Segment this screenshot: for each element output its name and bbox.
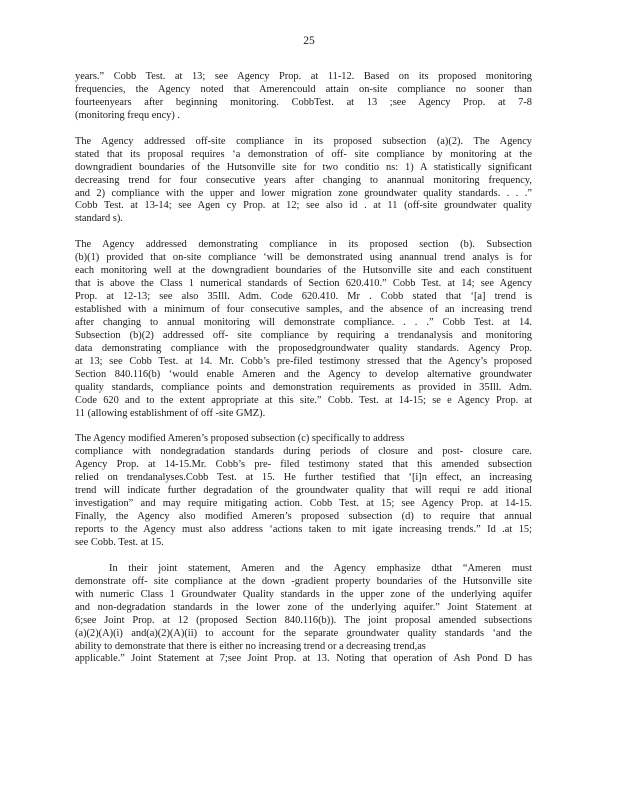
text-line: The Agency addressed demonstrating compliance in its proposed section (b). Subsection (75, 239, 532, 251)
text-line: standard s). (75, 213, 123, 225)
text-line: Section 840.116(b) ‘would enable Ameren and the Agency to develop alternative groundwater (75, 368, 532, 380)
paragraph-5 (75, 563, 532, 667)
document-body (75, 71, 532, 679)
text-line: and non-degradation standards in the lower zone of the underlying aquifer.” Joint Statement at (75, 601, 532, 613)
text-line: years.” Cobb Test. at 13; see Agency Prop. at 11-12. Based on its proposed monitoring (75, 71, 532, 82)
text-line: In their joint statement, Ameren and the Agency emphasize dthat “Ameren must (109, 562, 532, 574)
text-line: and 2) compliance with the upper and lower migration zone groundwater quality standards. . . .” (75, 187, 532, 199)
text-line: The Agency modified Ameren’s proposed subsection (c) specifically to address (75, 433, 405, 445)
paragraph-2 (75, 136, 532, 227)
text-line: with numeric Class 1 Groundwater Quality standards in the upper zone of the underlying aquifer (75, 588, 532, 600)
text-line: Agency Prop. at 14-15.Mr. Cobb’s pre- filed testimony stated that this amended subsection (75, 459, 532, 471)
paragraph-4 (75, 433, 532, 549)
text-line: The Agency addressed off-site compliance in its proposed subsection (a)(2). The Agency (75, 135, 532, 147)
text-line: stated that its proposal requires ‘a demonstration of off- site compliance by monitoring at the (75, 148, 532, 160)
text-line: reports to the Agency must also address ‘actions taken to mit igate increasing trends.” Id .at 15; (75, 524, 532, 535)
text-line: Finally, the Agency also modified Ameren’s proposed subsection (d) to require that annual (75, 511, 532, 523)
text-line: (monitoring frequ ency) . (75, 109, 181, 121)
text-line: compliance with nondegradation standards during periods of closure and post- closure care. (75, 446, 532, 458)
text-line: downgradient boundaries of the Hutsonville site for two conditio ns: 1) A statistically significant (75, 161, 532, 173)
text-line: Prop. at 12-13; see also 35Ill. Adm. Code 620.410. Mr . Cobb stated that ‘[a] trend is (75, 291, 532, 303)
text-line: each monitoring well at the downgradient boundaries of the Hutsonville site and each constituent (75, 265, 532, 277)
text-line: data demonstrating compliance with the proposedgroundwater quality standards. Agency Prop. (75, 342, 532, 354)
text-line: see Cobb. Test. at 15. (75, 536, 164, 548)
text-line: fourteenyears after beginning monitoring. CobbTest. at 13 ;see Agency Prop. at 7-8 (75, 96, 532, 108)
paragraph-3 (75, 239, 532, 420)
text-line: that is above the Class 1 numerical standards of Section 620.410.” Cobb Test. at 14; see Agency (75, 278, 532, 290)
text-line: Code 620 and to the extent appropriate at this site.” Cobb. Test. at 14-15; se e Agency Prop. at (75, 394, 532, 406)
text-line: trend will indicate further degradation of the groundwater quality that will requi re add itional (75, 485, 532, 497)
text-line: (a)(2)(A)(i) and(a)(2)(A)(ii) to account for the separate groundwater quality standards ‘and the (75, 627, 532, 639)
page-number: 25 (303, 35, 315, 47)
text-line: Subsection (b)(2) addressed off- site compliance by requiring a trendanalysis and monitoring (75, 329, 532, 341)
text-line: (b)(1) provided that on-site compliance ‘will be demonstrated using anannual trend analys is for (75, 252, 532, 264)
text-line: Cobb Test. at 13-14; see Agen cy Prop. at 12; see also id . at 11 (off-site groundwater quality (75, 200, 532, 212)
text-line: frequencies, the Agency noted that Amerencould attain on-site compliance no sooner than (75, 83, 532, 95)
paragraph-1 (75, 71, 532, 123)
text-line: applicable.” Joint Statement at 7;see Joint Prop. at 13. Noting that operation of Ash Pond D has (75, 653, 532, 665)
text-line: established with a minimum of four consecutive samples, and the absence of an increasing trend (75, 304, 532, 315)
text-line: investigation” and may require mitigating action. Cobb Test. at 15; see Agency Prop. at 14-15. (75, 498, 532, 510)
text-line: relied on trendanalyses.Cobb Test. at 15. He further testified that ‘[i]n effect, an increasing (75, 472, 532, 484)
text-line: at 13; see Cobb Test. at 14. Mr. Cobb’s pre-filed testimony stressed that the Agency’s proposed (75, 355, 532, 367)
text-line: 11 (allowing establishment of off -site GMZ). (75, 407, 266, 419)
text-line: after changing to annual monitoring will demonstrate compliance. . . .” Cobb Test. at 14. (75, 316, 532, 328)
text-line: decreasing trend for four consecutive years after changing to anannual monitoring frequency, (75, 174, 532, 186)
text-line: demonstrate off- site compliance at the down -gradient property boundaries of the Hutsonville site (75, 575, 532, 587)
text-line: quality standards, compliance points and demonstration requirements as provided in 35Ill. Adm. (75, 381, 532, 393)
text-line: 6;see Joint Prop. at 12 (proposed Section 840.116(b)). The joint proposal amended subsections (75, 614, 532, 626)
text-line: ability to demonstrate that there is either no increasing trend or a decreasing trend,as (75, 640, 426, 652)
